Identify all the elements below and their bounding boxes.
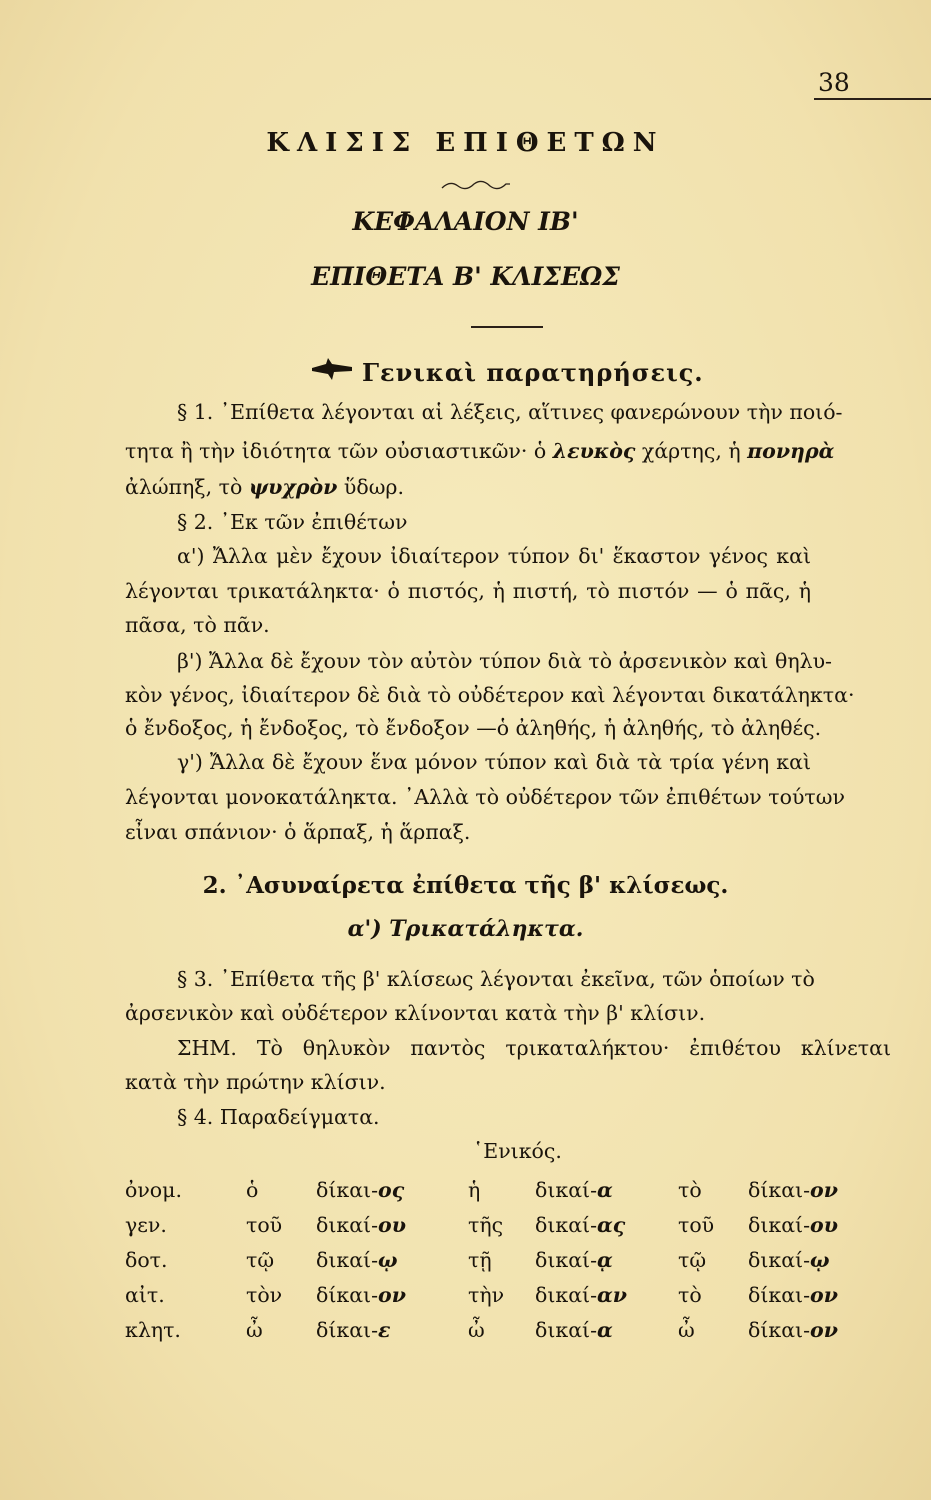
table-cell-case-label: γεν.	[125, 1213, 167, 1237]
table-cell-fem-form	[535, 1248, 613, 1272]
p2a-line3: πᾶσα, τὸ πᾶν.	[125, 613, 270, 637]
word-ending: α	[597, 1178, 613, 1202]
table-cell-masc-article: ὦ	[246, 1318, 263, 1342]
p2c-line1: γ') Ἄλλα δὲ ἔχουν ἕνα μόνον τύπον καὶ διὰ τὰ τρία γένη καὶ	[177, 750, 811, 774]
table-cell-masc-form	[316, 1178, 404, 1202]
table-cell-neut-form	[748, 1248, 830, 1272]
table-cell-masc-form	[316, 1213, 406, 1237]
subsection-subheading: α') Τρικατάληκτα.	[347, 916, 584, 942]
word-stem: δίκαι-	[748, 1318, 811, 1342]
word-ending: ου	[378, 1213, 406, 1237]
table-cell-neut-article: τοῦ	[678, 1213, 715, 1237]
chapter-subtitle: ΕΠΙΘΕΤΑ Β' ΚΛΙΣΕΩΣ	[311, 262, 620, 291]
p2c-line3: εἶναι σπάνιον· ὁ ἅρπαξ, ἡ ἅρπαξ.	[125, 820, 471, 844]
p3-line2: ἀρσενικὸν καὶ οὐδέτερον κλίνονται κατὰ τὴν β' κλίσιν.	[125, 1001, 706, 1025]
table-cell-fem-form	[535, 1178, 613, 1202]
word-stem: δικαί-	[535, 1283, 598, 1307]
word-ending: αν	[597, 1283, 628, 1307]
pointing-hand-icon	[308, 354, 356, 384]
table-cell-masc-article: τὸν	[246, 1283, 283, 1307]
subsection-heading: 2. ᾿Ασυναίρετα ἐπίθετα τῆς β' κλίσεως.	[202, 872, 729, 899]
page-number-rule	[814, 98, 931, 100]
p2a-line2: λέγονται τρικατάληκτα· ὁ πιστός, ἡ πιστή, τὸ πιστόν — ὁ πᾶς, ἡ	[125, 579, 811, 603]
table-cell-fem-article: ἡ	[468, 1178, 481, 1202]
word-ending: ας	[597, 1213, 626, 1237]
p2c-line2: λέγονται μονοκατάληκτα. ᾿Αλλὰ τὸ οὐδέτερον τῶν ἐπιθέτων τούτων	[125, 785, 845, 809]
ornament-divider	[440, 178, 512, 192]
observations-heading: Γενικαὶ παρατηρήσεις.	[362, 358, 704, 387]
p2b-line1: β') Ἄλλα δὲ ἔχουν τὸν αὐτὸν τύπον διὰ τὸ ἀρσενικὸν καὶ θηλυ-	[177, 649, 832, 673]
note-line1: ΣΗΜ. Τὸ θηλυκὸν παντὸς τρικαταλήκτου· ἐπιθέτου κλίνεται	[177, 1036, 891, 1060]
word-stem: δίκαι-	[316, 1178, 379, 1202]
word-stem: δίκαι-	[316, 1318, 379, 1342]
table-cell-neut-article: τὸ	[678, 1283, 702, 1307]
table-cell-fem-article: τῆς	[468, 1213, 504, 1237]
word-stem: δίκαι-	[316, 1283, 379, 1307]
table-cell-neut-form	[748, 1178, 838, 1202]
table-cell-masc-article: τοῦ	[246, 1213, 283, 1237]
word-stem: δίκαι-	[748, 1283, 811, 1307]
word-ending: ον	[378, 1283, 406, 1307]
word-stem: δικαί-	[535, 1178, 598, 1202]
table-header-singular: ῾Ενικός.	[473, 1139, 562, 1163]
table-cell-masc-form	[316, 1248, 398, 1272]
word-stem: δικαί-	[316, 1213, 379, 1237]
word-ending: α	[597, 1318, 613, 1342]
table-cell-case-label: ὀνομ.	[125, 1178, 182, 1202]
word-stem: δικαί-	[748, 1248, 811, 1272]
word-stem: δικαί-	[535, 1213, 598, 1237]
word-ending: ον	[810, 1178, 838, 1202]
table-cell-neut-form	[748, 1318, 838, 1342]
p2a-line1: α') Ἄλλα μὲν ἔχουν ἰδιαίτερον τύπον δι' ἕκαστον γένος καὶ	[177, 544, 811, 568]
table-cell-neut-form	[748, 1213, 838, 1237]
word-ending: ον	[810, 1283, 838, 1307]
word-stem: δικαί-	[748, 1213, 811, 1237]
word-ending: ε	[378, 1318, 391, 1342]
table-cell-fem-form	[535, 1213, 625, 1237]
table-cell-masc-article: τῷ	[246, 1248, 275, 1272]
word-stem: δικαί-	[316, 1248, 379, 1272]
table-cell-fem-form	[535, 1318, 613, 1342]
p2b-line2: κὸν γένος, ἰδιαίτερον δὲ διὰ τὸ οὐδέτερον καὶ λέγονται δικατάληκτα·	[125, 683, 855, 707]
page-number: 38	[818, 68, 850, 97]
word-ending: ῳ	[378, 1248, 398, 1272]
word-ending: ον	[810, 1318, 838, 1342]
p1-line1: § 1. ᾿Επίθετα λέγονται αἱ λέξεις, αἵτινες φανερώνουν τὴν ποιό-	[177, 400, 843, 424]
word-stem: δίκαι-	[748, 1178, 811, 1202]
p2b-line3: ὁ ἔνδοξος, ἡ ἔνδοξος, τὸ ἔνδοξον —ὁ ἀληθής, ἡ ἀληθής, τὸ ἀληθές.	[125, 716, 822, 740]
chapter-rule	[471, 326, 543, 328]
word-ending: ῳ	[810, 1248, 830, 1272]
table-cell-fem-article: ὦ	[468, 1318, 485, 1342]
chapter-title: ΚΕΦΑΛΑΙΟΝ ΙΒ'	[352, 207, 579, 236]
p3-line1: § 3. ᾿Επίθετα τῆς β' κλίσεως λέγονται ἐκεῖνα, τῶν ὁποίων τὸ	[177, 967, 815, 991]
table-cell-neut-article: τὸ	[678, 1178, 702, 1202]
table-cell-neut-form	[748, 1283, 838, 1307]
table-cell-masc-article: ὁ	[246, 1178, 259, 1202]
table-cell-fem-form	[535, 1283, 627, 1307]
p2-title: § 2. ᾿Εκ τῶν ἐπιθέτων	[177, 510, 408, 534]
section-title: ΚΛΙΣΙΣ ΕΠΙΘΕΤΩΝ	[266, 128, 665, 158]
word-ending: ᾳ	[597, 1248, 613, 1272]
word-ending: ου	[810, 1213, 838, 1237]
table-cell-case-label: κλητ.	[125, 1318, 181, 1342]
table-cell-masc-form	[316, 1318, 390, 1342]
word-stem: δικαί-	[535, 1318, 598, 1342]
word-ending: ος	[378, 1178, 405, 1202]
table-cell-case-label: αἰτ.	[125, 1283, 165, 1307]
note-line2: κατὰ τὴν πρώτην κλίσιν.	[125, 1070, 386, 1094]
table-cell-fem-article: τὴν	[468, 1283, 505, 1307]
table-cell-neut-article: ὦ	[678, 1318, 695, 1342]
table-cell-fem-article: τῇ	[468, 1248, 492, 1272]
table-cell-masc-form	[316, 1283, 406, 1307]
word-stem: δικαί-	[535, 1248, 598, 1272]
table-cell-case-label: δοτ.	[125, 1248, 168, 1272]
p1-line3: ἀλώπηξ, τὸ ψυχρὸν ὕδωρ.	[125, 475, 404, 499]
table-cell-neut-article: τῷ	[678, 1248, 707, 1272]
p4-title: § 4. Παραδείγματα.	[177, 1105, 380, 1129]
p1-line2: τητα ἢ τὴν ἰδιότητα τῶν οὐσιαστικῶν· ὁ λευκὸς χάρτης, ἡ πονηρὰ	[125, 439, 835, 463]
